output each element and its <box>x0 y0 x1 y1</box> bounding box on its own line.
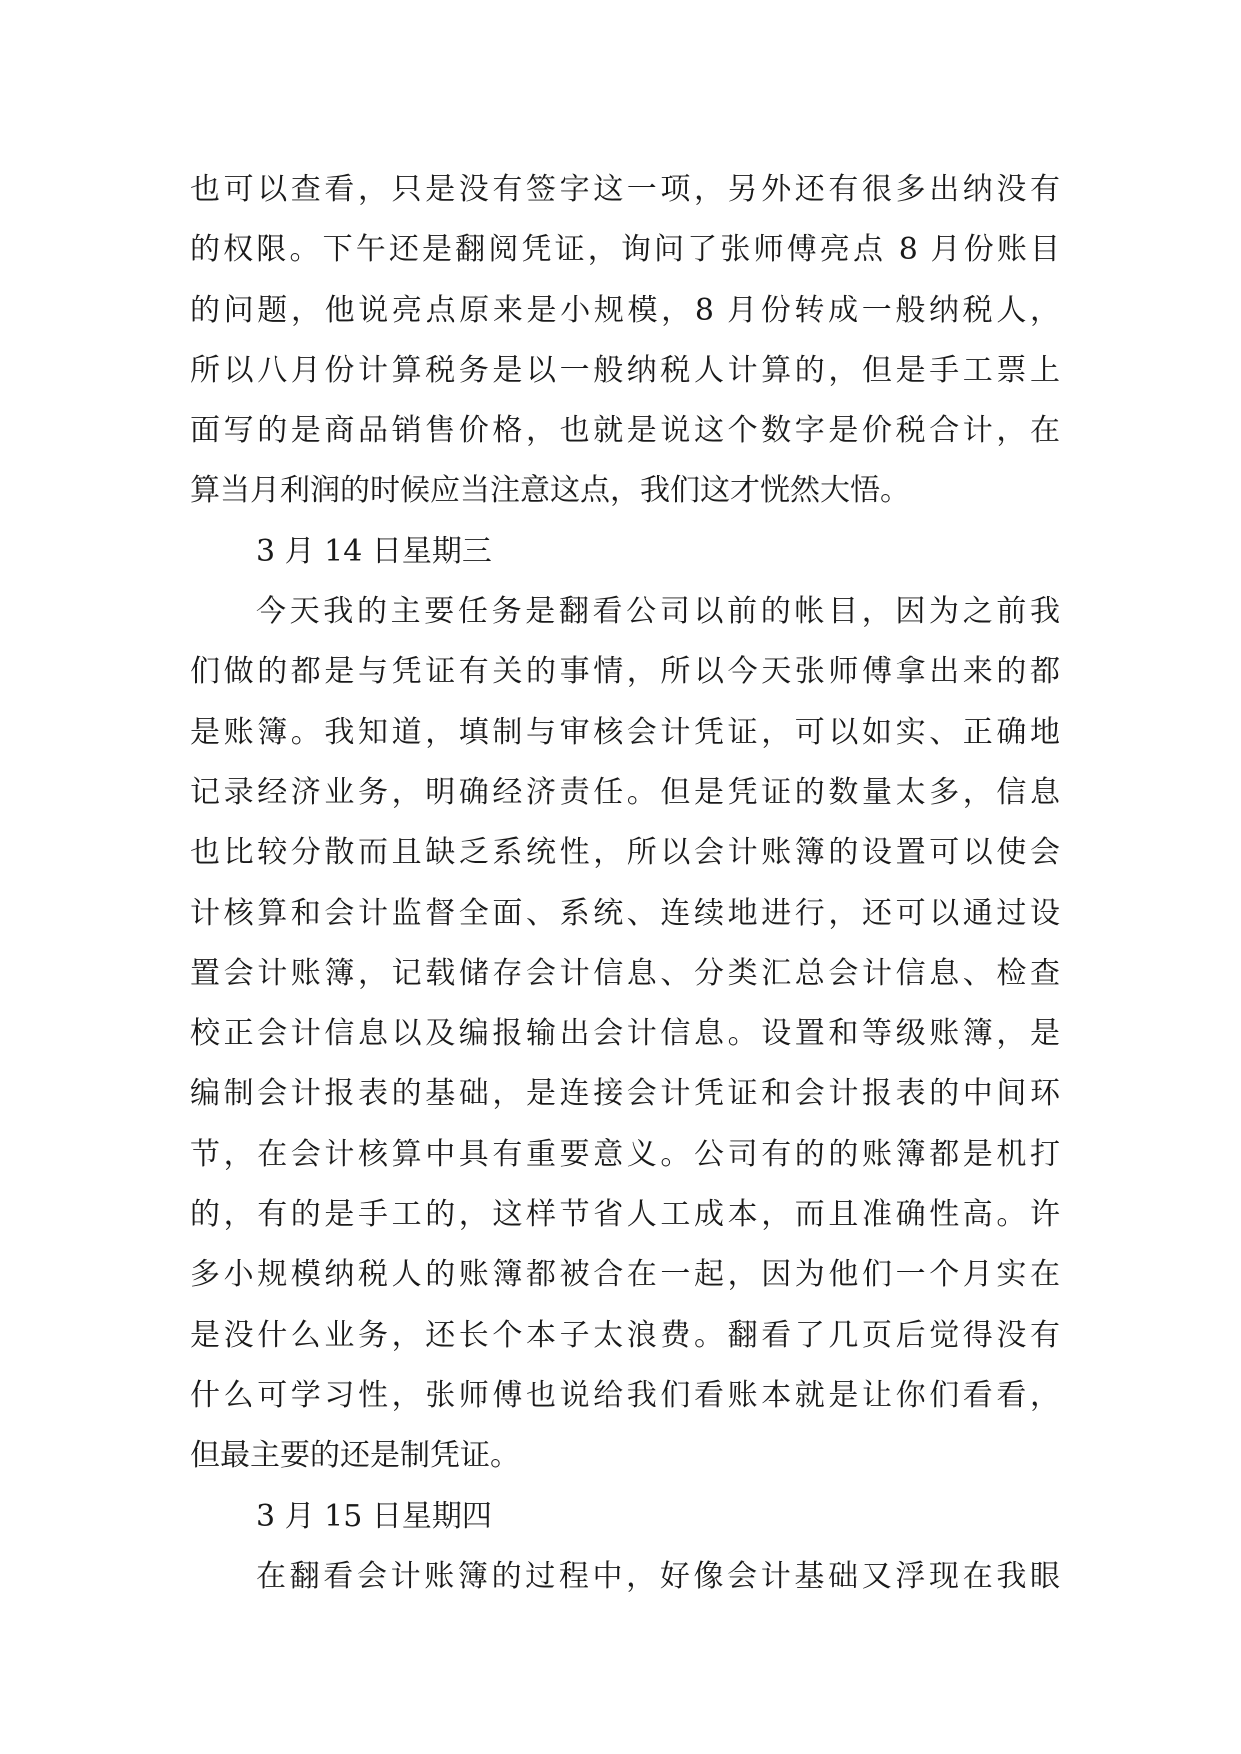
text-line: 编制会计报表的基础，是连接会计凭证和会计报表的中间环 <box>190 1076 1060 1112</box>
text-line: 3 月 14 日星期三 <box>256 533 492 569</box>
text-line: 记录经济业务，明确经济责任。但是凭证的数量太多，信息 <box>190 774 1060 810</box>
text-line: 的，有的是手工的，这样节省人工成本，而且准确性高。许 <box>190 1197 1060 1233</box>
text-line: 3 月 15 日星期四 <box>256 1498 492 1534</box>
text-line: 是没什么业务，还长个本子太浪费。翻看了几页后觉得没有 <box>190 1317 1060 1353</box>
text-line: 的问题，他说亮点原来是小规模，8 月份转成一般纳税人， <box>190 292 1060 328</box>
text-line: 们做的都是与凭证有关的事情，所以今天张师傅拿出来的都 <box>190 654 1060 690</box>
text-line: 在翻看会计账簿的过程中，好像会计基础又浮现在我眼 <box>256 1558 1060 1594</box>
text-line: 置会计账簿，记载储存会计信息、分类汇总会计信息、检查 <box>190 955 1060 991</box>
text-line: 校正会计信息以及编报输出会计信息。设置和等级账簿，是 <box>190 1016 1060 1052</box>
text-line: 今天我的主要任务是翻看公司以前的帐目，因为之前我 <box>256 594 1060 630</box>
text-line: 节，在会计核算中具有重要意义。公司有的的账簿都是机打 <box>190 1136 1060 1172</box>
document-body <box>190 160 1060 1607</box>
text-line: 但最主要的还是制凭证。 <box>190 1438 520 1474</box>
text-line: 所以八月份计算税务是以一般纳税人计算的，但是手工票上 <box>190 352 1060 388</box>
text-line: 也比较分散而且缺乏系统性，所以会计账簿的设置可以使会 <box>190 835 1060 871</box>
text-line: 也可以查看，只是没有签字这一项，另外还有很多出纳没有 <box>190 172 1060 207</box>
text-line: 的权限。下午还是翻阅凭证，询问了张师傅亮点 8 月份账目 <box>190 232 1060 268</box>
text-line: 是账簿。我知道，填制与审核会计凭证，可以如实、正确地 <box>190 714 1060 750</box>
text-line: 计核算和会计监督全面、系统、连续地进行，还可以通过设 <box>190 895 1060 931</box>
text-line: 什么可学习性，张师傅也说给我们看账本就是让你们看看， <box>190 1377 1060 1413</box>
text-line: 多小规模纳税人的账簿都被合在一起，因为他们一个月实在 <box>190 1257 1060 1293</box>
text-line: 面写的是商品销售价格，也就是说这个数字是价税合计，在 <box>190 413 1060 449</box>
text-line: 算当月利润的时候应当注意这点，我们这才恍然大悟。 <box>190 473 910 509</box>
